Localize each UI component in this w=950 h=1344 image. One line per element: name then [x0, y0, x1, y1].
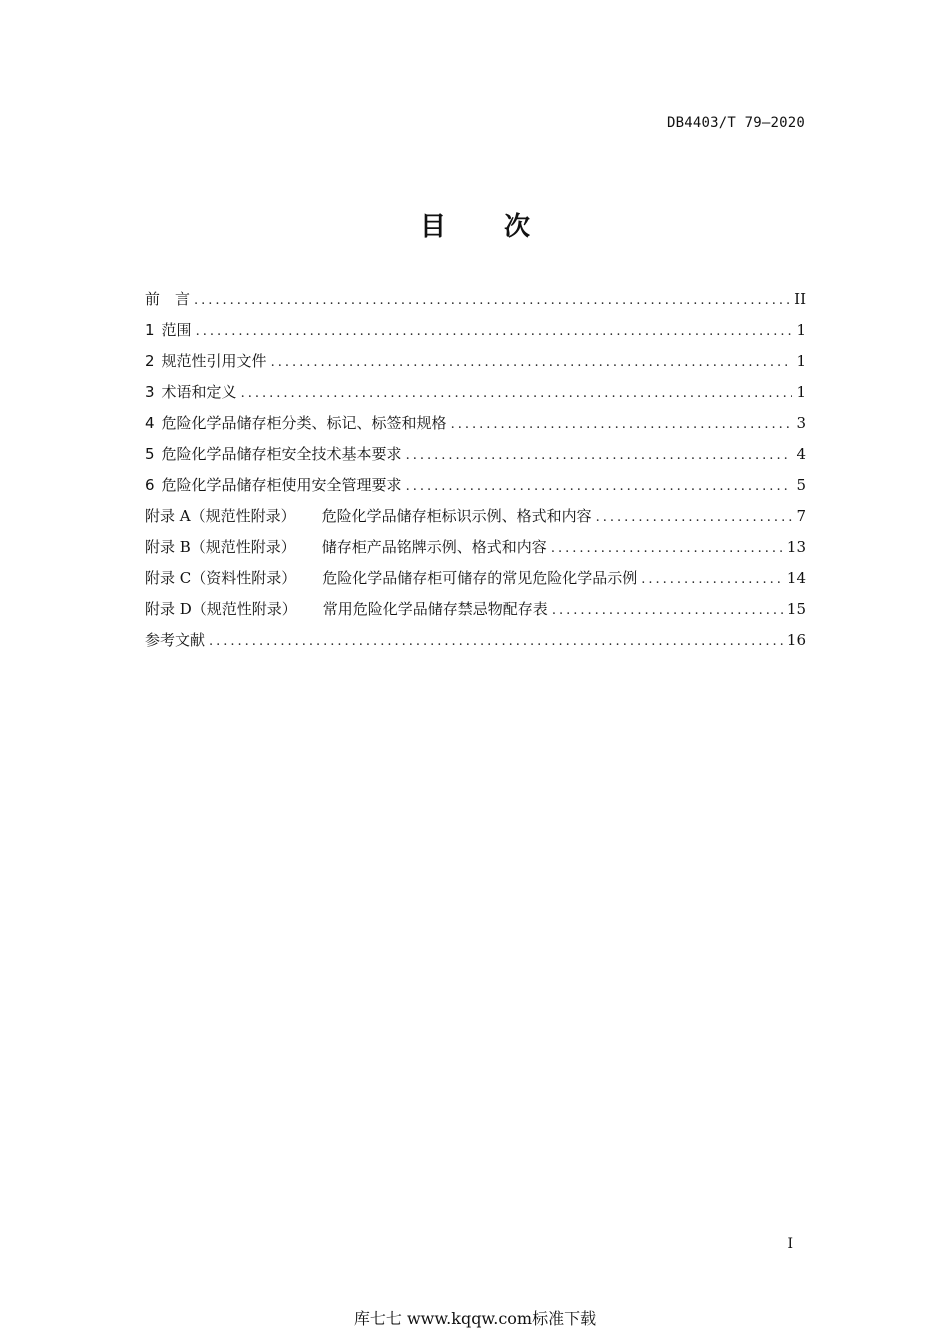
toc-row-appendix-c[interactable]: [145, 567, 806, 598]
page-title: [0, 206, 950, 243]
toc-text: 危险化学品储存柜分类、标记、标签和规格: [161, 414, 447, 432]
toc-text: 规范性引用文件: [161, 352, 267, 370]
toc-page: 14: [786, 569, 806, 587]
toc-row-6[interactable]: [145, 474, 806, 505]
document-code: DB4403/T 79—2020: [666, 115, 805, 131]
toc-number: 2: [145, 352, 155, 370]
toc-label: [145, 536, 547, 557]
toc-row-2[interactable]: [145, 350, 806, 381]
footer-watermark: 库七七 www.kqqw.com标准下载: [353, 1309, 597, 1328]
toc-label: [145, 629, 205, 650]
toc-page: 1: [796, 383, 806, 401]
toc-page: 1: [796, 321, 806, 339]
toc-text: 附录 C（资料性附录）: [145, 569, 297, 587]
toc-page: 4: [796, 445, 806, 463]
toc-subtitle: 储存柜产品铭牌示例、格式和内容: [321, 538, 547, 556]
title-char-1: 目: [419, 212, 446, 242]
toc-subtitle: 危险化学品储存柜可储存的常见危险化学品示例: [322, 569, 638, 587]
page-number: I: [787, 1236, 793, 1252]
toc-row-appendix-a[interactable]: [145, 505, 806, 536]
toc-row-references[interactable]: [145, 629, 806, 660]
leader-dots: [406, 479, 793, 494]
leader-dots: [451, 417, 793, 432]
toc-subtitle: 危险化学品储存柜标识示例、格式和内容: [321, 507, 592, 525]
toc-label: [145, 412, 447, 433]
leader-dots: [196, 324, 793, 339]
toc-row-3[interactable]: [145, 381, 806, 412]
leader-dots: [551, 541, 783, 556]
toc-row-appendix-d[interactable]: [145, 598, 806, 629]
leader-dots: [406, 448, 793, 463]
leader-dots: [194, 293, 790, 308]
toc-label: [145, 567, 637, 588]
toc-page: 13: [786, 538, 806, 556]
leader-dots: [641, 572, 783, 587]
toc-text: 范围: [161, 321, 192, 339]
toc-text: 附录 A（规范性附录）: [145, 507, 296, 525]
table-of-contents: [145, 288, 806, 660]
toc-text: 参考文献: [145, 631, 206, 649]
toc-row-foreword[interactable]: [145, 288, 806, 319]
toc-number: 1: [145, 321, 155, 339]
toc-label: [145, 443, 402, 464]
toc-number: 4: [145, 414, 155, 432]
toc-number: 3: [145, 383, 155, 401]
toc-subtitle: 常用危险化学品储存禁忌物配存表: [322, 600, 548, 618]
title-char-2: 次: [504, 212, 531, 242]
leader-dots: [209, 634, 783, 649]
toc-page: II: [794, 290, 806, 308]
toc-page: 5: [796, 476, 806, 494]
toc-text: 危险化学品储存柜使用安全管理要求: [161, 476, 402, 494]
toc-page: 7: [796, 507, 806, 525]
toc-row-4[interactable]: [145, 412, 806, 443]
leader-dots: [552, 603, 783, 618]
toc-number: 6: [145, 476, 155, 494]
toc-row-5[interactable]: [145, 443, 806, 474]
toc-text: 前 言: [145, 290, 191, 308]
toc-number: 5: [145, 445, 155, 463]
toc-label: [145, 474, 402, 495]
leader-dots: [271, 355, 793, 370]
toc-label: [145, 288, 190, 309]
toc-text: 附录 D（规范性附录）: [145, 600, 297, 618]
toc-text: 术语和定义: [161, 383, 237, 401]
toc-text: 附录 B（规范性附录）: [145, 538, 296, 556]
toc-row-appendix-b[interactable]: [145, 536, 806, 567]
toc-row-1[interactable]: [145, 319, 806, 350]
leader-dots: [596, 510, 793, 525]
toc-label: [145, 381, 237, 402]
toc-label: [145, 598, 548, 619]
toc-text: 危险化学品储存柜安全技术基本要求: [161, 445, 402, 463]
toc-label: [145, 350, 267, 371]
toc-page: 3: [796, 414, 806, 432]
toc-page: 16: [786, 631, 806, 649]
toc-page: 1: [796, 352, 806, 370]
toc-label: [145, 319, 192, 340]
toc-label: [145, 505, 592, 526]
toc-page: 15: [786, 600, 806, 618]
leader-dots: [241, 386, 793, 401]
